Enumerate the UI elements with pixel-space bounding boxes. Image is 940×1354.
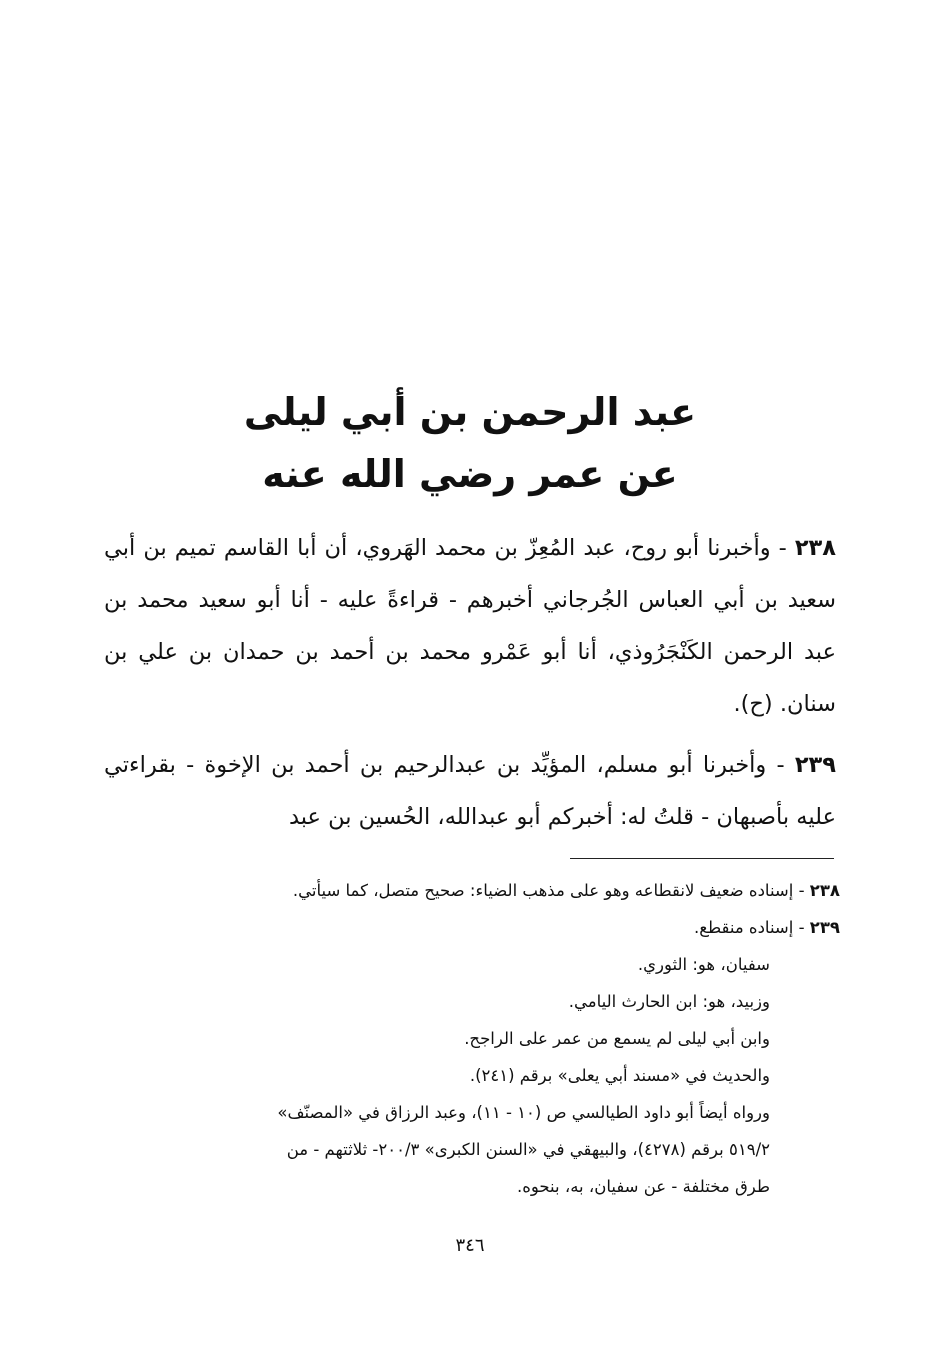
footnote-line: وزبيد، هو: ابن الحارث اليامي. bbox=[568, 992, 770, 1011]
footnote-text: - إسناده ضعيف لانقطاعه وهو على مذهب الضياء: صحيح متصل، كما سيأتي. bbox=[292, 881, 805, 900]
hadith-number: ٢٣٩ bbox=[794, 752, 837, 778]
page-number: ٣٤٦ bbox=[455, 1235, 485, 1256]
footnote-number: ٢٣٨ bbox=[809, 881, 840, 900]
footnote-239 bbox=[136, 909, 840, 946]
footnote-line: طرق مختلفة - عن سفيان، به، بنحوه. bbox=[516, 1177, 770, 1196]
footnote-line: ورواه أيضاً أبو داود الطيالسي ص (١٠ - ١١)، وعبد الرزاق في «المصنّف» bbox=[277, 1103, 770, 1122]
footnote-238 bbox=[136, 872, 840, 909]
footnote-line: والحديث في «مسند أبي يعلى» برقم (٢٤١). bbox=[469, 1066, 770, 1085]
hadith-paragraph bbox=[104, 739, 836, 843]
footnote-divider bbox=[570, 858, 834, 859]
hadith-entry-238 bbox=[104, 522, 836, 730]
footnotes bbox=[136, 872, 840, 1205]
hadith-number: ٢٣٨ bbox=[794, 535, 837, 561]
section-title-line-2: عن عمر رضي الله عنه bbox=[262, 452, 678, 496]
footnote-line: سفيان، هو: الثوري. bbox=[637, 955, 770, 974]
hadith-entry-239 bbox=[104, 739, 836, 843]
hadith-text: - وأخبرنا أبو روح، عبد المُعِزّ بن محمد الهَروي، أن أبا القاسم تميم بن أبي سعيد بن أبي العباس الجُرجاني أخبرهم - قراءةً عليه - أنا أبو سعيد محمد بن عبد الرحمن الكَنْجَرُوذي، أنا أبو عَمْرو محمد بن أحمد بن حمدان بن علي بن سنان. (ح). bbox=[104, 535, 836, 717]
hadith-paragraph bbox=[104, 522, 836, 730]
footnote-number: ٢٣٩ bbox=[809, 918, 840, 937]
footnote-line: ٥١٩/٢ برقم (٤٢٧٨)، والبيهقي في «السنن الكبرى» ٢٠٠/٣- ثلاثتهم - من bbox=[286, 1140, 770, 1159]
footnote-line: وابن أبي ليلى لم يسمع من عمر على الراجح. bbox=[464, 1029, 770, 1048]
section-title-line-1: عبد الرحمن بن أبي ليلى bbox=[243, 390, 697, 434]
footnote-text: - إسناده منقطع. bbox=[693, 918, 805, 937]
hadith-text: - وأخبرنا أبو مسلم، المؤيِّد بن عبدالرحيم بن أحمد بن الإخوة - بقراءتي عليه بأصبهان - قلتُ له: أخبركم أبو عبدالله، الحُسين بن عبد bbox=[104, 752, 836, 830]
